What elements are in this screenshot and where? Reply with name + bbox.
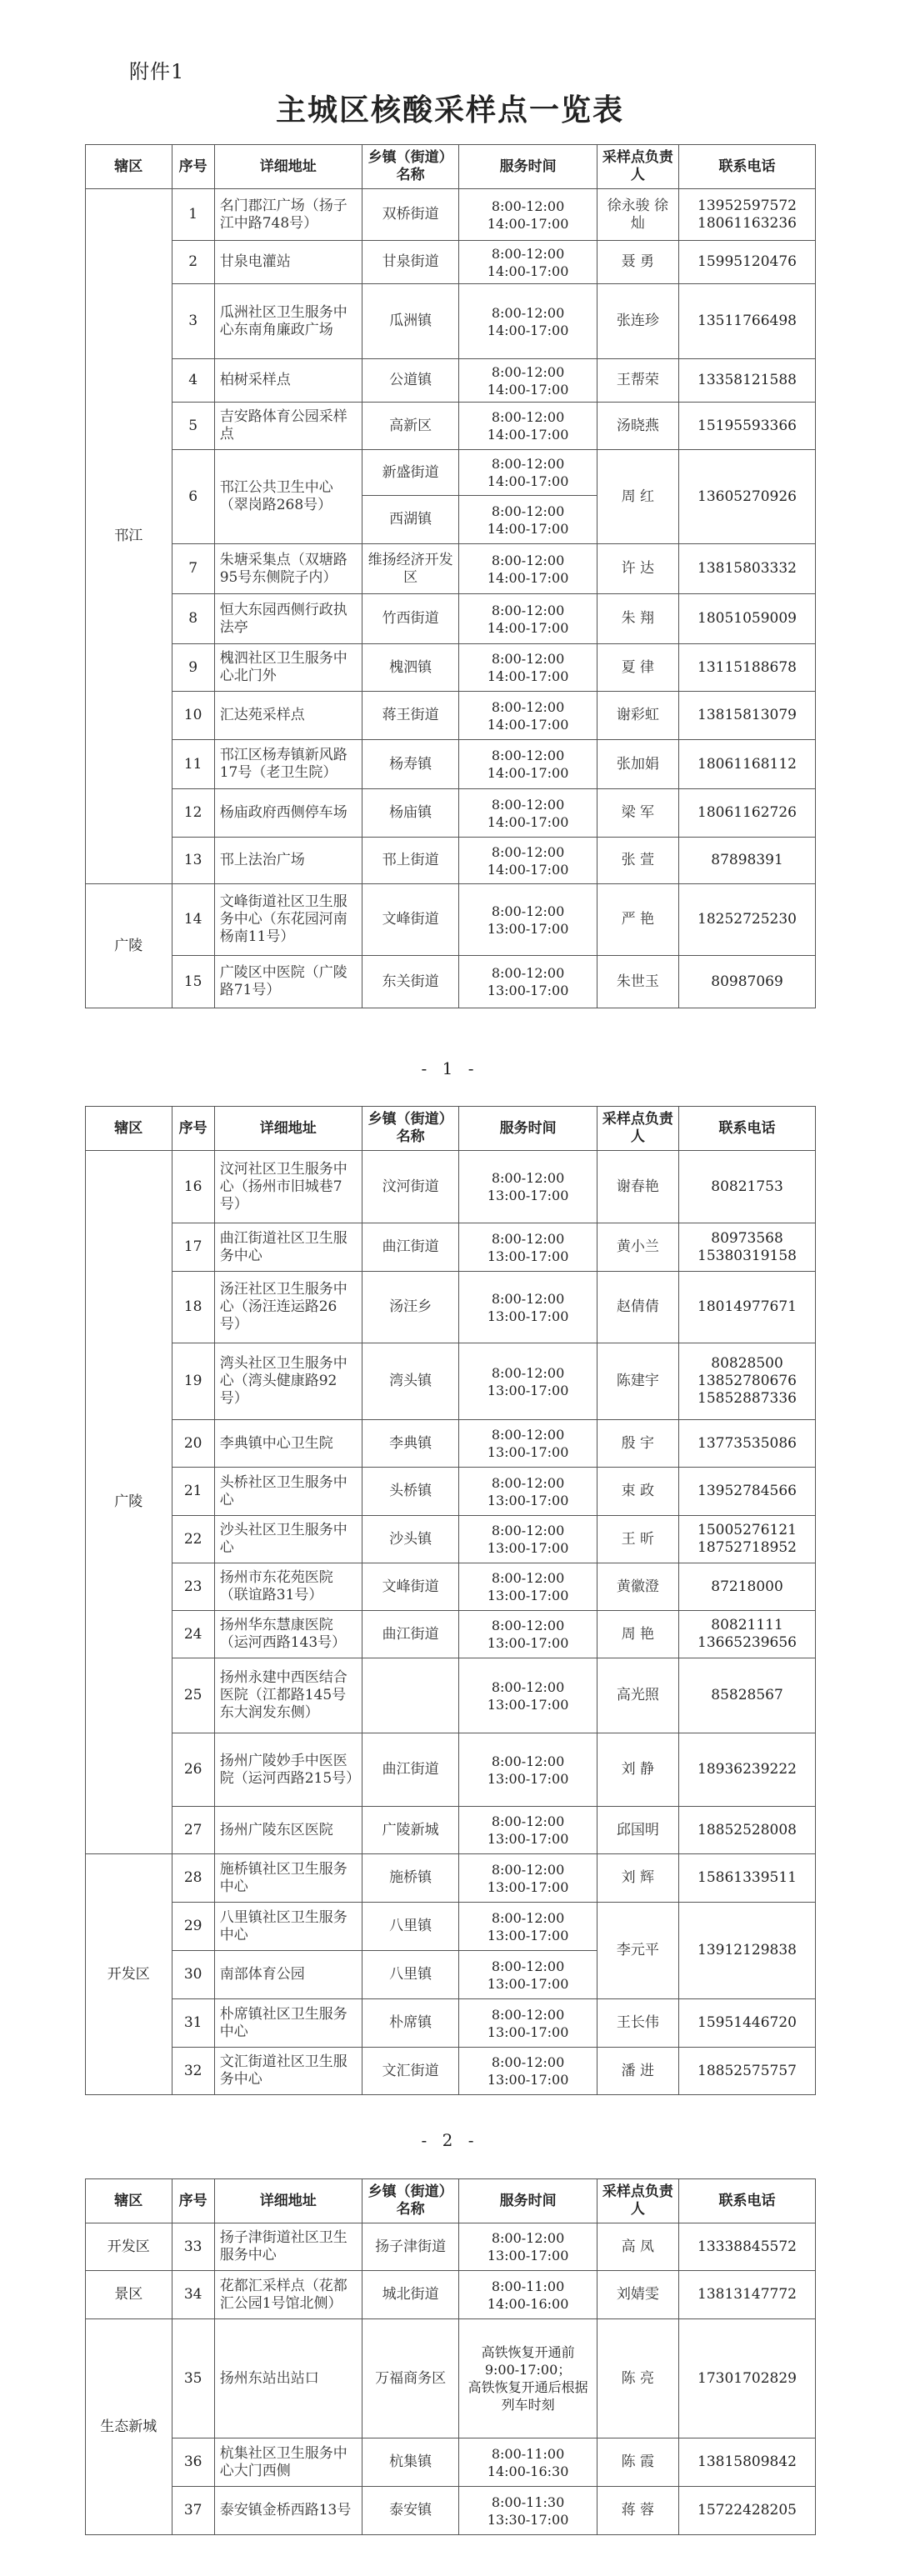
person-cell: 殷 宇 (597, 1420, 678, 1468)
address-cell: 泰安镇金桥西路13号 (214, 2487, 362, 2535)
table-row (86, 403, 816, 450)
page-number: - 1 - (421, 1058, 479, 1078)
address-cell: 名门郡江广场（扬子江中路748号） (214, 189, 362, 241)
address-cell: 朴席镇社区卫生服务中心 (214, 1999, 362, 2048)
seq-cell: 10 (172, 692, 214, 740)
phone-cell: 85828567 (679, 1658, 816, 1733)
page-title: 主城区核酸采样点一览表 (275, 93, 624, 128)
person-cell: 严 艳 (597, 884, 678, 956)
person-cell: 刘婧雯 (597, 2271, 678, 2319)
table-row (86, 241, 816, 284)
town-cell: 新盛街道 (362, 450, 459, 496)
time-cell: 8:00-12:00 14:00-17:00 (459, 740, 597, 789)
col-town: 乡镇（街道）名称 (362, 145, 459, 189)
seq-cell: 12 (172, 789, 214, 838)
phone-cell: 13338845572 (679, 2223, 816, 2271)
phone-cell: 17301702829 (679, 2319, 816, 2438)
table-row (86, 1903, 816, 1951)
time-cell: 8:00-12:00 13:00-17:00 (459, 1854, 597, 1903)
town-cell: 竹西街道 (362, 594, 459, 644)
sampling-table-page-3 (85, 2178, 816, 2535)
time-cell: 8:00-12:00 14:00-17:00 (459, 403, 597, 450)
header-row (86, 2179, 816, 2223)
table-row (86, 740, 816, 789)
seq-cell: 21 (172, 1468, 214, 1516)
seq-cell: 23 (172, 1563, 214, 1611)
address-cell: 扬州广陵东区医院 (214, 1807, 362, 1854)
time-cell: 8:00-12:00 13:00-17:00 (459, 1343, 597, 1420)
person-cell: 刘 静 (597, 1733, 678, 1807)
phone-cell: 15951446720 (679, 1999, 816, 2048)
table-row (86, 2048, 816, 2095)
col-town: 乡镇（街道）名称 (362, 2179, 459, 2223)
town-cell: 杨庙镇 (362, 789, 459, 838)
time-cell: 8:00-12:00 14:00-17:00 (459, 496, 597, 544)
time-cell: 8:00-12:00 13:00-17:00 (459, 2223, 597, 2271)
person-cell: 黄徽澄 (597, 1563, 678, 1611)
seq-cell: 14 (172, 884, 214, 956)
phone-cell: 15995120476 (679, 241, 816, 284)
town-cell: 八里镇 (362, 1903, 459, 1951)
person-cell: 许 达 (597, 544, 678, 594)
seq-cell: 7 (172, 544, 214, 594)
seq-cell: 25 (172, 1658, 214, 1733)
address-cell: 扬子津街道社区卫生服务中心 (214, 2223, 362, 2271)
table-row (86, 1420, 816, 1468)
phone-cell: 13115188678 (679, 644, 816, 692)
person-cell: 汤晓燕 (597, 403, 678, 450)
seq-cell: 35 (172, 2319, 214, 2438)
town-cell: 泰安镇 (362, 2487, 459, 2535)
person-cell: 王帮荣 (597, 359, 678, 403)
phone-cell: 18852528008 (679, 1807, 816, 1854)
table-row (86, 2271, 816, 2319)
address-cell: 杭集社区卫生服务中心大门西侧 (214, 2438, 362, 2487)
person-cell: 周 艳 (597, 1611, 678, 1658)
person-cell: 朱 翔 (597, 594, 678, 644)
phone-cell: 13813147772 (679, 2271, 816, 2319)
address-cell: 八里镇社区卫生服务中心 (214, 1903, 362, 1951)
col-phone: 联系电话 (679, 2179, 816, 2223)
col-district: 辖区 (86, 2179, 172, 2223)
person-cell: 赵倩倩 (597, 1272, 678, 1343)
person-cell: 谢春艳 (597, 1151, 678, 1223)
col-address: 详细地址 (214, 2179, 362, 2223)
address-cell: 邗上法治广场 (214, 838, 362, 884)
person-cell: 束 政 (597, 1468, 678, 1516)
table-row (86, 1272, 816, 1343)
address-cell: 甘泉电灌站 (214, 241, 362, 284)
town-cell: 湾头镇 (362, 1343, 459, 1420)
phone-cell: 80821111 13665239656 (679, 1611, 816, 1658)
time-cell: 8:00-12:00 13:00-17:00 (459, 1563, 597, 1611)
time-cell: 8:00-11:30 13:30-17:00 (459, 2487, 597, 2535)
col-person: 采样点负责人 (597, 145, 678, 189)
time-cell: 8:00-12:00 13:00-17:00 (459, 2048, 597, 2095)
person-cell: 邱国明 (597, 1807, 678, 1854)
person-cell: 陈 亮 (597, 2319, 678, 2438)
town-cell: 邗上街道 (362, 838, 459, 884)
seq-cell: 6 (172, 450, 214, 544)
town-cell: 双桥街道 (362, 189, 459, 241)
time-cell: 8:00-12:00 13:00-17:00 (459, 1223, 597, 1272)
town-cell: 头桥镇 (362, 1468, 459, 1516)
table-row (86, 644, 816, 692)
town-cell: 扬子津街道 (362, 2223, 459, 2271)
phone-cell: 18051059009 (679, 594, 816, 644)
person-cell: 潘 进 (597, 2048, 678, 2095)
person-cell: 徐永骏 徐 灿 (597, 189, 678, 241)
town-cell: 曲江街道 (362, 1733, 459, 1807)
table-row (86, 189, 816, 241)
person-cell: 王 昕 (597, 1516, 678, 1563)
seq-cell: 28 (172, 1854, 214, 1903)
address-cell: 沙头社区卫生服务中心 (214, 1516, 362, 1563)
person-cell: 梁 军 (597, 789, 678, 838)
table-row (86, 884, 816, 956)
seq-cell: 20 (172, 1420, 214, 1468)
seq-cell: 3 (172, 284, 214, 359)
address-cell: 湾头社区卫生服务中心（湾头健康路92号） (214, 1343, 362, 1420)
time-cell: 8:00-11:00 14:00-16:30 (459, 2438, 597, 2487)
person-cell: 谢彩虹 (597, 692, 678, 740)
phone-cell: 13952597572 18061163236 (679, 189, 816, 241)
col-address: 详细地址 (214, 1107, 362, 1151)
phone-cell: 13952784566 (679, 1468, 816, 1516)
table-row (86, 2223, 816, 2271)
phone-cell: 13358121588 (679, 359, 816, 403)
town-cell: 文峰街道 (362, 884, 459, 956)
phone-cell: 13605270926 (679, 450, 816, 544)
table-row (86, 1223, 816, 1272)
phone-cell: 87898391 (679, 838, 816, 884)
time-cell: 8:00-12:00 13:00-17:00 (459, 956, 597, 1008)
address-cell: 汤汪社区卫生服务中心（汤汪连运路26号） (214, 1272, 362, 1343)
address-cell: 邗江公共卫生中心（翠岗路268号） (214, 450, 362, 544)
phone-cell: 13815809842 (679, 2438, 816, 2487)
town-cell: 李典镇 (362, 1420, 459, 1468)
time-cell: 8:00-12:00 14:00-17:00 (459, 284, 597, 359)
seq-cell: 17 (172, 1223, 214, 1272)
time-cell: 8:00-12:00 13:00-17:00 (459, 1420, 597, 1468)
address-cell: 文峰街道社区卫生服务中心（东花园河南杨南11号） (214, 884, 362, 956)
person-cell: 黄小兰 (597, 1223, 678, 1272)
time-cell: 8:00-12:00 13:00-17:00 (459, 1468, 597, 1516)
col-seq: 序号 (172, 2179, 214, 2223)
page-number: - 2 - (421, 2130, 479, 2150)
time-cell: 8:00-12:00 14:00-17:00 (459, 692, 597, 740)
sampling-table-page-1 (85, 144, 816, 1008)
phone-cell: 15005276121 18752718952 (679, 1516, 816, 1563)
col-district: 辖区 (86, 145, 172, 189)
time-cell: 8:00-12:00 13:00-17:00 (459, 1999, 597, 2048)
address-cell: 广陵区中医院（广陵路71号） (214, 956, 362, 1008)
seq-cell: 9 (172, 644, 214, 692)
address-cell: 扬州华东慧康医院（运河西路143号） (214, 1611, 362, 1658)
town-cell: 杨寿镇 (362, 740, 459, 789)
time-cell: 8:00-12:00 13:00-17:00 (459, 1903, 597, 1951)
time-cell: 8:00-12:00 13:00-17:00 (459, 1951, 597, 1999)
phone-cell: 18061168112 (679, 740, 816, 789)
town-cell: 杭集镇 (362, 2438, 459, 2487)
address-cell: 吉安路体育公园采样点 (214, 403, 362, 450)
town-cell: 沙头镇 (362, 1516, 459, 1563)
town-cell: 西湖镇 (362, 496, 459, 544)
address-cell: 扬州永建中西医结合医院（江都路145号东大润发东侧） (214, 1658, 362, 1733)
district-cell: 生态新城 (86, 2319, 172, 2535)
seq-cell: 8 (172, 594, 214, 644)
time-cell: 8:00-12:00 14:00-17:00 (459, 838, 597, 884)
time-cell: 8:00-12:00 13:00-17:00 (459, 1516, 597, 1563)
table-row (86, 1733, 816, 1807)
table-row (86, 2487, 816, 2535)
phone-cell: 15722428205 (679, 2487, 816, 2535)
seq-cell: 4 (172, 359, 214, 403)
address-cell: 扬州广陵妙手中医医院（运河西路215号） (214, 1733, 362, 1807)
table-row (86, 1343, 816, 1420)
seq-cell: 19 (172, 1343, 214, 1420)
address-cell: 杨庙政府西侧停车场 (214, 789, 362, 838)
seq-cell: 29 (172, 1903, 214, 1951)
person-cell: 周 红 (597, 450, 678, 544)
seq-cell: 33 (172, 2223, 214, 2271)
seq-cell: 22 (172, 1516, 214, 1563)
town-cell: 施桥镇 (362, 1854, 459, 1903)
time-cell: 8:00-12:00 14:00-17:00 (459, 241, 597, 284)
table-row (86, 956, 816, 1008)
table-row (86, 1563, 816, 1611)
time-cell: 8:00-12:00 13:00-17:00 (459, 1151, 597, 1223)
phone-cell: 13773535086 (679, 1420, 816, 1468)
town-cell (362, 1658, 459, 1733)
person-cell: 张加娟 (597, 740, 678, 789)
phone-cell: 13912129838 (679, 1903, 816, 1999)
address-cell: 柏树采样点 (214, 359, 362, 403)
person-cell: 陈 霞 (597, 2438, 678, 2487)
col-district: 辖区 (86, 1107, 172, 1151)
time-cell: 8:00-12:00 14:00-17:00 (459, 594, 597, 644)
seq-cell: 18 (172, 1272, 214, 1343)
header-row (86, 145, 816, 189)
table-row (86, 1611, 816, 1658)
seq-cell: 34 (172, 2271, 214, 2319)
seq-cell: 13 (172, 838, 214, 884)
seq-cell: 24 (172, 1611, 214, 1658)
town-cell: 槐泗镇 (362, 644, 459, 692)
time-cell: 8:00-12:00 14:00-17:00 (459, 644, 597, 692)
col-phone: 联系电话 (679, 145, 816, 189)
col-address: 详细地址 (214, 145, 362, 189)
seq-cell: 37 (172, 2487, 214, 2535)
time-cell: 8:00-12:00 14:00-17:00 (459, 544, 597, 594)
district-cell: 广陵 (86, 1151, 172, 1854)
person-cell: 刘 辉 (597, 1854, 678, 1903)
col-person: 采样点负责人 (597, 2179, 678, 2223)
address-cell: 李典镇中心卫生院 (214, 1420, 362, 1468)
table-row (86, 692, 816, 740)
address-cell: 头桥社区卫生服务中心 (214, 1468, 362, 1516)
address-cell: 扬州市东花苑医院（联谊路31号） (214, 1563, 362, 1611)
address-cell: 文汇街道社区卫生服务中心 (214, 2048, 362, 2095)
table-row (86, 359, 816, 403)
seq-cell: 26 (172, 1733, 214, 1807)
phone-cell: 18936239222 (679, 1733, 816, 1807)
annex-label: 附件1 (129, 60, 185, 83)
time-cell: 8:00-12:00 14:00-17:00 (459, 189, 597, 241)
person-cell: 张连珍 (597, 284, 678, 359)
time-cell: 8:00-12:00 13:00-17:00 (459, 1611, 597, 1658)
phone-cell: 15195593366 (679, 403, 816, 450)
phone-cell: 80821753 (679, 1151, 816, 1223)
time-cell: 8:00-12:00 14:00-17:00 (459, 450, 597, 496)
town-cell: 广陵新城 (362, 1807, 459, 1854)
town-cell: 汶河街道 (362, 1151, 459, 1223)
time-cell: 8:00-11:00 14:00-16:00 (459, 2271, 597, 2319)
time-cell: 8:00-12:00 13:00-17:00 (459, 884, 597, 956)
col-time: 服务时间 (459, 1107, 597, 1151)
header-row (86, 1107, 816, 1151)
town-cell: 文峰街道 (362, 1563, 459, 1611)
col-seq: 序号 (172, 1107, 214, 1151)
phone-cell: 13815803332 (679, 544, 816, 594)
col-time: 服务时间 (459, 2179, 597, 2223)
phone-cell: 87218000 (679, 1563, 816, 1611)
col-person: 采样点负责人 (597, 1107, 678, 1151)
time-cell: 8:00-12:00 13:00-17:00 (459, 1807, 597, 1854)
person-cell: 聂 勇 (597, 241, 678, 284)
seq-cell: 32 (172, 2048, 214, 2095)
table-row (86, 1151, 816, 1223)
phone-cell: 18252725230 (679, 884, 816, 956)
table-row (86, 838, 816, 884)
address-cell: 瓜洲社区卫生服务中心东南角廉政广场 (214, 284, 362, 359)
table-row (86, 594, 816, 644)
time-cell: 8:00-12:00 13:00-17:00 (459, 1272, 597, 1343)
table-row (86, 2319, 816, 2438)
table-row (86, 1854, 816, 1903)
phone-cell: 18852575757 (679, 2048, 816, 2095)
person-cell: 李元平 (597, 1903, 678, 1999)
town-cell: 曲江街道 (362, 1223, 459, 1272)
town-cell: 曲江街道 (362, 1611, 459, 1658)
town-cell: 汤汪乡 (362, 1272, 459, 1343)
seq-cell: 2 (172, 241, 214, 284)
person-cell: 张 萱 (597, 838, 678, 884)
seq-cell: 30 (172, 1951, 214, 1999)
time-cell: 8:00-12:00 13:00-17:00 (459, 1658, 597, 1733)
district-cell: 广陵 (86, 884, 172, 1008)
phone-cell: 15861339511 (679, 1854, 816, 1903)
seq-cell: 16 (172, 1151, 214, 1223)
town-cell: 公道镇 (362, 359, 459, 403)
time-cell: 8:00-12:00 13:00-17:00 (459, 1733, 597, 1807)
address-cell: 恒大东园西侧行政执法亭 (214, 594, 362, 644)
seq-cell: 5 (172, 403, 214, 450)
col-town: 乡镇（街道）名称 (362, 1107, 459, 1151)
town-cell: 高新区 (362, 403, 459, 450)
seq-cell: 31 (172, 1999, 214, 2048)
table-row (86, 2438, 816, 2487)
person-cell: 朱世玉 (597, 956, 678, 1008)
phone-cell: 80828500 13852780676 15852887336 (679, 1343, 816, 1420)
town-cell: 八里镇 (362, 1951, 459, 1999)
town-cell: 万福商务区 (362, 2319, 459, 2438)
town-cell: 甘泉街道 (362, 241, 459, 284)
table-row (86, 789, 816, 838)
time-cell: 8:00-12:00 14:00-17:00 (459, 359, 597, 403)
town-cell: 蒋王街道 (362, 692, 459, 740)
town-cell: 文汇街道 (362, 2048, 459, 2095)
person-cell: 高光照 (597, 1658, 678, 1733)
seq-cell: 11 (172, 740, 214, 789)
address-cell: 施桥镇社区卫生服务中心 (214, 1854, 362, 1903)
seq-cell: 27 (172, 1807, 214, 1854)
seq-cell: 1 (172, 189, 214, 241)
phone-cell: 80973568 15380319158 (679, 1223, 816, 1272)
address-cell: 南部体育公园 (214, 1951, 362, 1999)
address-cell: 邗江区杨寿镇新风路17号（老卫生院） (214, 740, 362, 789)
district-cell: 景区 (86, 2271, 172, 2319)
seq-cell: 15 (172, 956, 214, 1008)
address-cell: 汶河社区卫生服务中心（扬州市旧城巷7号） (214, 1151, 362, 1223)
district-cell: 开发区 (86, 1854, 172, 2095)
phone-cell: 13815813079 (679, 692, 816, 740)
district-cell: 开发区 (86, 2223, 172, 2271)
table-row (86, 1658, 816, 1733)
col-seq: 序号 (172, 145, 214, 189)
table-row (86, 544, 816, 594)
phone-cell: 13511766498 (679, 284, 816, 359)
address-cell: 槐泗社区卫生服务中心北门外 (214, 644, 362, 692)
address-cell: 扬州东站出站口 (214, 2319, 362, 2438)
seq-cell: 36 (172, 2438, 214, 2487)
address-cell: 朱塘采集点（双塘路95号东侧院子内） (214, 544, 362, 594)
district-cell: 邗江 (86, 189, 172, 884)
person-cell: 高 凤 (597, 2223, 678, 2271)
col-phone: 联系电话 (679, 1107, 816, 1151)
table-row (86, 1807, 816, 1854)
table-row (86, 1516, 816, 1563)
table-row (86, 284, 816, 359)
phone-cell: 80987069 (679, 956, 816, 1008)
phone-cell: 18014977671 (679, 1272, 816, 1343)
table-row (86, 450, 816, 496)
town-cell: 城北街道 (362, 2271, 459, 2319)
address-cell: 花都汇采样点（花都汇公园1号馆北侧） (214, 2271, 362, 2319)
town-cell: 朴席镇 (362, 1999, 459, 2048)
town-cell: 东关街道 (362, 956, 459, 1008)
sampling-table-page-2 (85, 1106, 816, 2095)
address-cell: 曲江街道社区卫生服务中心 (214, 1223, 362, 1272)
address-cell: 汇达苑采样点 (214, 692, 362, 740)
col-time: 服务时间 (459, 145, 597, 189)
time-cell: 高铁恢复开通前 9:00-17:00； 高铁恢复开通后根据列车时刻 (459, 2319, 597, 2438)
person-cell: 王长伟 (597, 1999, 678, 2048)
table-row (86, 1468, 816, 1516)
person-cell: 夏 律 (597, 644, 678, 692)
table-row (86, 1999, 816, 2048)
town-cell: 维扬经济开发区 (362, 544, 459, 594)
person-cell: 蒋 蓉 (597, 2487, 678, 2535)
person-cell: 陈建宇 (597, 1343, 678, 1420)
time-cell: 8:00-12:00 14:00-17:00 (459, 789, 597, 838)
phone-cell: 18061162726 (679, 789, 816, 838)
town-cell: 瓜洲镇 (362, 284, 459, 359)
